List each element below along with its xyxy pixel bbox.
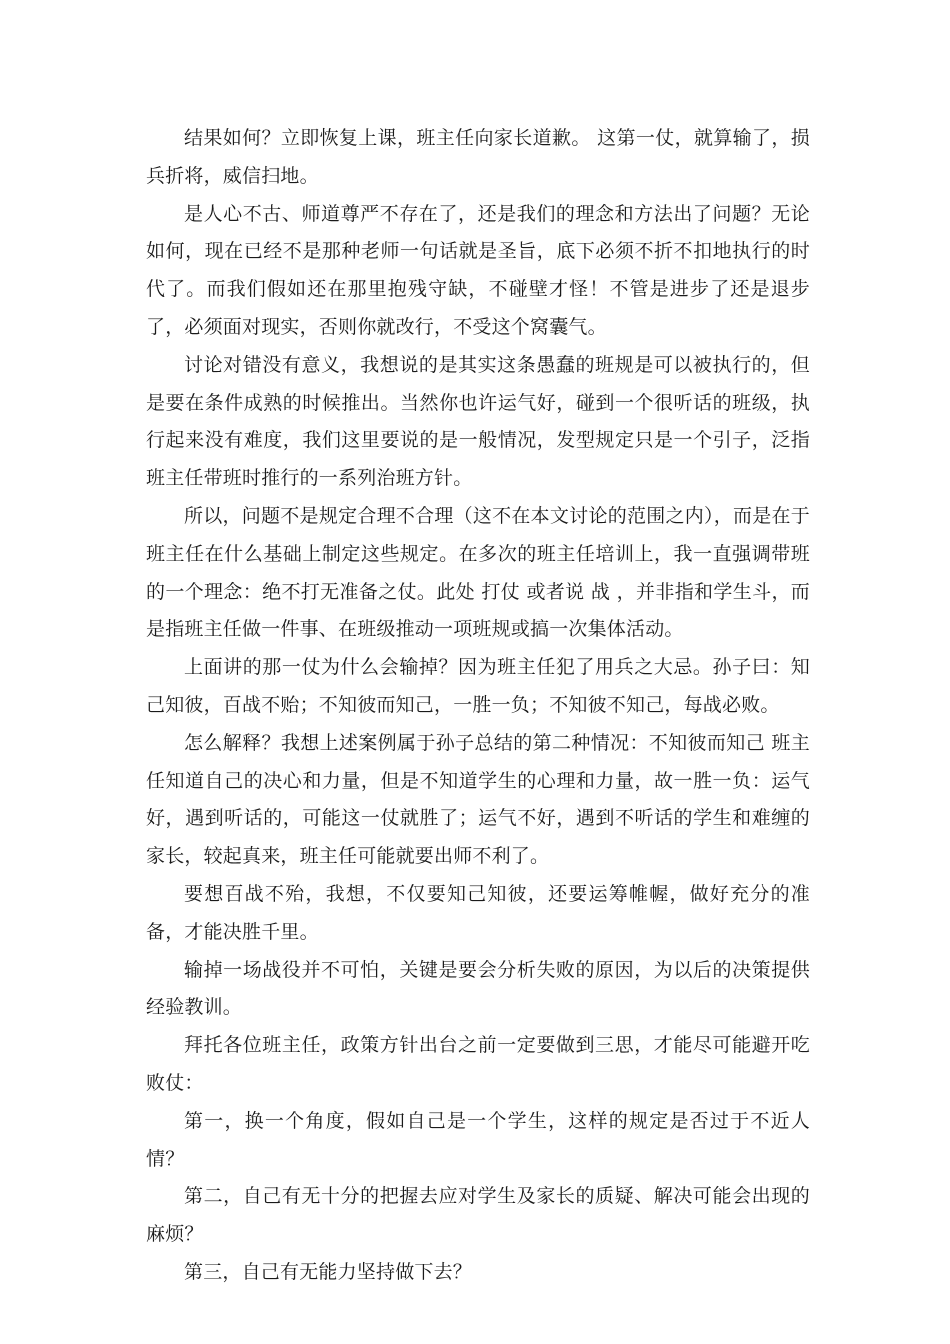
paragraph-2: 是人心不古、师道尊严不存在了，还是我们的理念和方法出了问题？无论如何，现在已经不是那种老师一句话就是圣旨，底下必须不折不扣地执行的时代了。而我们假如还在那里抱残守缺，不碰壁才怪！不管是进步了还是退步了，必须面对现实，否则你就改行，不受这个窝囊气。 bbox=[146, 202, 810, 338]
paragraph-9: 拜托各位班主任，政策方针出台之前一定要做到三思，才能尽可能避开吃败仗： bbox=[146, 1034, 810, 1094]
paragraph-1: 结果如何？立即恢复上课，班主任向家长道歉。 这第一仗，就算输了，损兵折将，威信扫地。 bbox=[146, 127, 810, 187]
paragraph-4: 所以，问题不是规定合理不合理（这不在本文讨论的范围之内），而是在于班主任在什么基础上制定这些规定。在多次的班主任培训上，我一直强调带班的一个理念：绝不打无准备之仗。此处 打仗 或者说 战 ，并非指和学生斗，而是指班主任做一件事、在班级推动一项班规或搞一次集体活动。 bbox=[146, 504, 810, 641]
paragraph-7: 要想百战不殆，我想，不仅要知己知彼，还要运筹帷幄，做好充分的准备，才能决胜千里。 bbox=[146, 882, 810, 943]
paragraph-11: 第二，自己有无十分的把握去应对学生及家长的质疑、解决可能会出现的麻烦？ bbox=[146, 1185, 810, 1246]
paragraph-5: 上面讲的那一仗为什么会输掉？因为班主任犯了用兵之大忌。孙子曰：知己知彼，百战不贻；不知彼而知己，一胜一负；不知彼不知己，每战必败。 bbox=[146, 656, 810, 716]
paragraph-12: 第三，自己有无能力坚持做下去？ bbox=[184, 1260, 473, 1283]
paragraph-8: 输掉一场战役并不可怕，关键是要会分析失败的原因，为以后的决策提供经验教训。 bbox=[146, 958, 810, 1019]
paragraph-6: 怎么解释？我想上述案例属于孙子总结的第二种情况：不知彼而知己 班主任知道自己的决心和力量，但是不知道学生的心理和力量，故一胜一负：运气好，遇到听话的，可能这一仗就胜了；运气不好，遇到不听话的学生和难缠的家长，较起真来，班主任可能就要出师不利了。 bbox=[146, 731, 810, 868]
document-body bbox=[146, 120, 810, 1292]
paragraph-3: 讨论对错没有意义，我想说的是其实这条愚蠢的班规是可以被执行的，但是要在条件成熟的时候推出。当然你也许运气好，碰到一个很听话的班级，执行起来没有难度，我们这里要说的是一般情况，发型规定只是一个引子，泛指班主任带班时推行的一系列治班方针。 bbox=[146, 353, 810, 490]
paragraph-10: 第一，换一个角度，假如自己是一个学生，这样的规定是否过于不近人情？ bbox=[146, 1109, 810, 1170]
